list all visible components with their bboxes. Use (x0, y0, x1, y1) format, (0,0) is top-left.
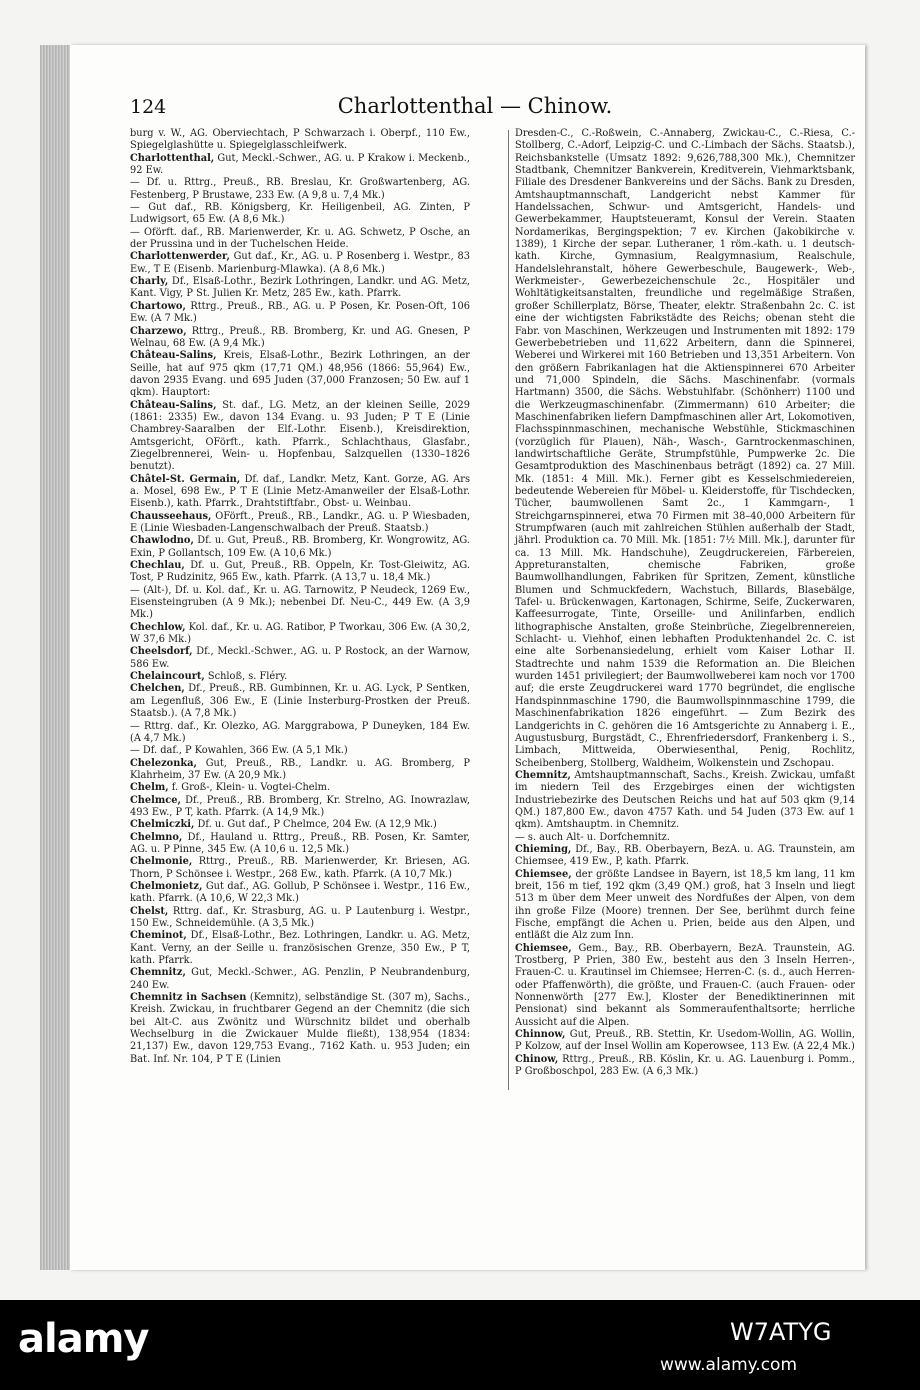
dictionary-entry (130, 400, 470, 474)
dictionary-entry (130, 906, 470, 931)
entry-text: Df. u. Gut, Preuß., RB. Oppeln, Kr. Tost-Gleiwitz, AG. Tost, P Rudzinitz, 965 Ew., kath. Pfarrk. (A 13,7 u. 18,4 Mk.) (130, 560, 470, 584)
entry-headword: Chelmno, (130, 831, 183, 843)
entry-headword: Châtel-St. Germain, (130, 473, 241, 485)
entry-text: Rttrg., Preuß., RB., AG. u. P Posen, Kr. Posen-Oft, 106 Ew. (A 7 Mk.) (130, 300, 470, 325)
entry-headword: Chelchen, (130, 683, 185, 695)
dictionary-entry (130, 930, 470, 967)
entry-text: Rttrg., Preuß., RB. Marienwerder, Kr. Briesen, AG. Thorn, P Schönsee i. Westpr., 268 Ew., kath. Pfarrk. (A 10,7 Mk.) (130, 856, 470, 880)
entry-text: Kreis, Elsaß-Lothr., Bezirk Lothringen, an der Seille, hat auf 975 qkm (17,71 QM.) 48,956 (1866: 55,964) Ew., davon 2935 Evang. und 695 Juden (37,000 Franzosen; 50 Ew. auf 1 qkm). Hauptort: (130, 350, 470, 399)
page-number: 124 (130, 96, 167, 118)
alamy-logo (18, 1316, 148, 1362)
entry-headword: Chechlau, (130, 560, 185, 572)
entry-headword: Cheelsdorf, (130, 646, 193, 658)
entry-headword: Château-Salins, (130, 399, 217, 411)
column-divider (508, 130, 509, 1090)
entry-headword: Chechlow, (130, 621, 186, 633)
entry-text: Gut, Preuß., RB. Stettin, Kr. Usedom-Wollin, AG. Wollin, P Kolzow, auf der Insel Wollin am Koperowsee, 113 Ew. (A 22,4 Mk.) (515, 1029, 855, 1053)
entry-headword: Chelm, (130, 782, 169, 794)
image-id: W7ATYG (730, 1318, 832, 1346)
entry-headword: Chelmce, (130, 794, 181, 806)
entry-text: f. Groß-, Klein- u. Vogtei-Chelm. (168, 782, 331, 794)
entry-text: OFörft., Preuß., RB., Landkr., AG. u. P Wiesbaden, E (Linie Wiesbaden-Langenschwalbach der Preuß. Staatsb.) (130, 510, 470, 534)
dictionary-entry (130, 276, 470, 301)
dictionary-entry (130, 721, 470, 746)
running-title: Charlottenthal — Chinow. (337, 94, 613, 118)
entry-text: Df., Elsaß-Lothr., Bezirk Lothringen, Landkr. und AG. Metz, Kant. Vigy, P St. Julien Kr. Metz, 285 Ew., kath. Pfarrk. (130, 276, 470, 300)
page-header (130, 92, 820, 124)
entry-text: Df., Elsaß-Lothr., Bez. Lothringen, Landkr. u. AG. Metz, Kant. Verny, an der Seille u. französischen Grenze, 350 Ew., P T, kath. Pfarrk. (130, 930, 470, 967)
entry-headword: Charlottenthal, (130, 152, 215, 164)
entry-headword: Chelaincourt, (130, 671, 205, 683)
dictionary-entry (130, 671, 470, 683)
left-column (130, 128, 470, 1066)
entry-text: — s. auch Alt- u. Dorfchemnitz. (515, 831, 670, 843)
entry-text: Rttrg. daf., Kr. Strasburg, AG. u. P Lautenburg i. Westpr., 150 Ew., Schneidemühle. (A 3,5 Mk.) (130, 905, 470, 929)
dictionary-entry (515, 1029, 855, 1054)
dictionary-entry (130, 474, 470, 511)
dictionary-entry (130, 795, 470, 820)
dictionary-entry (130, 535, 470, 560)
entry-text: Df., Bay., RB. Oberbayern, BezA. u. AG. Traunstein, am Chiemsee, 419 Ew., P, kath. Pfarrk. (515, 843, 855, 868)
book-page-edges (40, 45, 72, 1270)
entry-headword: Chelmonie, (130, 856, 193, 868)
dictionary-entry (130, 251, 470, 276)
dictionary-entry (130, 128, 470, 153)
entry-text: Gut daf., Kr., AG. u. P Rosenberg i. Westpr., 83 Ew., T E (Eisenb. Marienburg-Mlawka). (A 8,6 Mk.) (130, 251, 470, 275)
dictionary-entry (130, 511, 470, 536)
entry-headword: Chiemsee, (515, 868, 572, 880)
dictionary-entry (515, 844, 855, 869)
dictionary-entry (130, 782, 470, 794)
entry-headword: Chemnitz in Sachsen (130, 992, 247, 1004)
entry-text: — (Alt-), Df. u. Kol. daf., Kr. u. AG. Tarnowitz, P Neudeck, 1269 Ew., Eisensteingruben (A 9 Mk.); nebenbei Df. Neu-C., 449 Ew. (A 3,9 Mk.) (130, 584, 470, 621)
dictionary-entry (130, 832, 470, 857)
entry-headword: Chemnitz, (515, 769, 571, 781)
entry-headword: Cheminot, (130, 930, 187, 942)
entry-text: Kol. daf., Kr. u. AG. Ratibor, P Tworkau, 306 Ew. (A 30,2, W 37,6 Mk.) (130, 621, 470, 646)
entry-text: Df. daf., Landkr. Metz, Kant. Gorze, AG. Ars a. Mosel, 698 Ew., P T E (Linie Metz-Amanweiler der Elsaß-Lothr. Eisenb.), kath. Pfarrk., Drahtstiftfabr., Obst- u. Weinbau. (130, 473, 471, 510)
entry-headword: Chieming, (515, 843, 572, 855)
entry-text: — Df. daf., P Kowahlen, 366 Ew. (A 5,1 Mk.) (130, 745, 348, 757)
dictionary-entry (515, 770, 855, 832)
entry-text: Gut, Meckl.-Schwer., AG. Penzlin, P Neubrandenburg, 240 Ew. (130, 967, 470, 991)
entry-text: Rttrg., Preuß., RB. Köslin, Kr. u. AG. Lauenburg i. Pomm., P Großboschpol, 283 Ew. (A 6,3 Mk.) (515, 1053, 855, 1078)
entry-text: Df. u. Gut daf., P Chelmce, 204 Ew. (A 12,9 Mk.) (194, 819, 437, 831)
entry-headword: Chelst, (130, 905, 169, 917)
dictionary-entry (130, 856, 470, 881)
entry-text: — Gut daf., RB. Königsberg, Kr. Heiligenbeil, AG. Zinten, P Ludwigsort, 65 Ew. (A 8,6 Mk.) (130, 202, 470, 226)
dictionary-entry (130, 967, 470, 992)
entry-headword: Charlottenwerder, (130, 251, 230, 263)
entry-text: — Oförft. daf., RB. Marienwerder, Kr. u. AG. Schwetz, P Osche, an der Prussina und in der Tuchelschen Heide. (130, 226, 470, 251)
dictionary-entry (130, 622, 470, 647)
entry-headword: Chawlodno, (130, 535, 194, 547)
entry-text: Df., Hauland u. Rttrg., Preuß., RB. Posen, Kr. Samter, AG. u. P Pinne, 345 Ew. (A 10,6 u. 12,5 Mk.) (130, 831, 470, 855)
entry-text: Rttrg., Preuß., RB. Bromberg, Kr. und AG. Gnesen, P Welnau, 68 Ew. (A 9,4 Mk.) (130, 325, 470, 349)
dictionary-entry (515, 869, 855, 943)
watermark-url: www.alamy.com (660, 1355, 798, 1375)
dictionary-entry (130, 227, 470, 252)
entry-headword: Chinow, (515, 1053, 559, 1065)
dictionary-entry (130, 819, 470, 831)
entry-text: — Rttrg. daf., Kr. Olezko, AG. Marggrabowa, P Duneyken, 184 Ew. (A 4,7 Mk.) (130, 720, 470, 744)
entry-headword: Chartowo, (130, 300, 186, 312)
entry-text: Amtshauptmannschaft, Sachs., Kreish. Zwickau, umfaßt im niedern Teil des Erzgebirges einen der wichtigsten Industriebezirke des Deutschen Reichs und hat auf 503 qkm (9,14 QM.) 187,800 Ew., davon 4757 Kath. und 54 Juden (373 Ew. auf 1 qkm). Amtshauptm. in Chemnitz. (515, 769, 855, 831)
entry-text: — Df. u. Rttrg., Preuß., RB. Breslau, Kr. Großwartenberg, AG. Festenberg, P Brustawe, 233 Ew. (A 9,8 u. 7,4 Mk.) (130, 177, 470, 201)
entry-text: Df., Preuß., RB. Gumbinnen, Kr. u. AG. Lyck, P Sentken, am Legenfluß, 306 Ew., E (Linie Insterburg-Prostken der Preuß. Staatsb.). (A 7,8 Mk.) (130, 683, 470, 720)
entry-text: Gut, Preuß., RB., Landkr. u. AG. Bromberg, P Klahrheim, 37 Ew. (A 20,9 Mk.) (130, 757, 470, 781)
entry-text: burg v. W., AG. Oberviechtach, P Schwarzach i. Oberpf., 110 Ew., Spiegelglashütte u. Spiegelglasschleifwerk. (130, 128, 470, 152)
dictionary-entry (130, 585, 470, 622)
entry-headword: Château-Salins, (130, 350, 217, 362)
entry-headword: Chelezonka, (130, 757, 197, 769)
entry-headword: Chemnitz, (130, 967, 186, 979)
entry-text: Schloß, s. Fléry. (204, 671, 288, 683)
entry-headword: Chausseehaus, (130, 510, 212, 522)
dictionary-entry (130, 301, 470, 326)
entry-headword: Chinnow, (515, 1029, 566, 1041)
dictionary-entry (515, 832, 855, 844)
entry-text: Dresden-C., C.-Roßwein, C.-Annaberg, Zwickau-C., C.-Riesa, C.-Stollberg, C.-Adorf, Leipzig-C. und C.-Limbach der Sächs. Staatsb.), Reichsbankstelle (Umsatz 1892: 9,626,788,300 Mk.), Chemnitzer Stadtbank, Chemnitzer Bankverein, Kreditverein, Viehmarktsbank, Filiale des Dresdener Bankvereins und der Sächs. Bank zu Dresden, Amtshauptmannschaft, Landgericht nebst Kammer für Handelssachen, Schwur- und Amtsgericht, Handels- und Gewerbekammer, Hauptsteueramt, Konsul der Verein. Staaten Nordamerikas, Bergingspektion; 7 ev. Kirchen (Jakobikirche v. 1389), 1 Kirche der separ. Lutheraner, 1 röm.-kath. u. 1 deutsch-kath. Kirche, Gymnasium, Realgymnasium, Realschule, Handelslehranstalt, höhere Gewerbeschule, Baugewerk-, Web-, Werkmeister-, Gewerbezeichenschule 2c., Hospitäler und Wohltätigkeitsanstalten, freundliche und regelmäßige Straßen, großer Schillerplatz, Börse, Theater, elektr. Straßenbahn 2c. C. ist eine der wichtigsten Fabrikstädte des Reichs; obenan steht die Fabr. von Maschinen, Werkzeugen und Instrumenten mit 1892: 179 Gewerbebetrieben und 11,622 Arbeitern, dann die Spinnerei, Weberei und Wirkerei mit 160 Betrieben und 13,351 Arbeitern. Von den größern Fabrikanlagen hat die Aktienspinnerei 670 Arbeiter und 71,000 Spindeln, die Sächs. Maschinenfabr. (vormals Hartmann) 3500, die Sächs. Webstuhlfabr. (Schönherr) 1100 und die Werkzeugmaschinenfabr. (Zimmermann) 610 Arbeiter; die Maschinenfabriken liefern Dampfmaschinen aller Art, Lokomotiven, Flachsspinnmaschinen, mechanische Webstühle, Stickmaschinen (vorzüglich für Plauen), Näh-, Wasch-, Garntrockenmaschinen, landwirtschaftliche Geräte, Strumpfstühle, Pumpwerke 2c. Die Gesamtproduktion des Maschinenbaus beträgt (1892) ca. 27 Mill. Mk. (1851: 4 Mill. Mk.). Ferner gibt es Kesselschmiedereien, bedeutende Webereien für Möbel- u. Kleiderstoffe, für Tischdecken, Tücher, baumwollenen Samt 2c., 1 Kammgarn-, 1 Streichgarnspinnerei, etwa 70 Firmen mit 38–40,000 Arbeitern für Strumpfwaren (auch mit zahlreichen Stühlen außerhalb der Stadt, jährl. Produktion ca. 70 Mill. Mk. [1851: 7½ Mill. Mk.], darunter für ca. 13 Mill. Mk. Handschuhe), Zeugdruckereien, Färbereien, Appreturanstalten, chemische Fabriken, große Baumwollhandlungen, Fabriken für Spritzen, Zement, künstliche Blumen und Schmuckfedern, Wachstuch, Billards, Blasebälge, Tafel- u. Brückenwagen, Kartonagen, Schirme, Seife, Zuckerwaren, Kaffeesurrogate, Tinte, Orseille- und Anilinfarben, endlich lithographische Anstalten, große Steinbrüche, Ziegelbrennereien, Schlacht- u. Viehhof, einen lebhaften Produktenhandel 2c. C. ist eine alte Sorbenansiedelung, erhielt vom Kaiser Lothar II. Stadtrechte und nahm 1539 die Reformation an. Die Bleichen wurden 1451 privilegiert; der Baumwollweberei kam noch vor 1700 auf; die erste Zeugdruckerei ward 1770 begründet, die englische Handspinnmaschine 1790, die Baumwollspinnmaschine 1799, die Maschinenfabrikation 1826 eingeführt. — Zum Bezirk des Landgerichts in C. gehören die 16 Amtsgerichte zu Annaberg i. E., Augustusburg, Burgstädt, C., Ehrenfriedersdorf, Frankenberg i. S., Limbach, Mittweida, Oberwiesenthal, Penig, Rochlitz, Scheibenberg, Stollberg, Waldheim, Wolkenstein und Zschopau. (515, 128, 855, 769)
dictionary-entry (130, 758, 470, 783)
entry-text: Df., Meckl.-Schwer., AG. u. P Rostock, an der Warnow, 586 Ew. (130, 646, 470, 670)
entry-text: Df. u. Gut, Preuß., RB. Bromberg, Kr. Wongrowitz, AG. Exin, P Gollantsch, 109 Ew. (A 10,6 Mk.) (130, 535, 470, 559)
entry-headword: Charzewo, (130, 325, 187, 337)
entry-headword: Chiemsee, (515, 942, 572, 954)
entry-text: St. daf., LG. Metz, an der kleinen Seille, 2029 (1861: 2335) Ew., davon 134 Evang. u. 93 Juden; P T E (Linie Chambrey-Saaralben der Elf.-Lothr. Eisenb.), Kreisdirektion, Amtsgericht, OFörft., kath. Pfarrk., Schlachthaus, Glasfabr., Ziegelbrennerei, Wein- u. Hopfenbau, Salzquellen (1330–1826 benutzt). (130, 399, 470, 473)
alamy-logo-text: alamy (18, 1316, 149, 1362)
dictionary-entry (130, 646, 470, 671)
dictionary-entry (130, 683, 470, 720)
dictionary-entry (515, 1054, 855, 1079)
entry-text: der größte Landsee in Bayern, ist 18,5 km lang, 11 km breit, 156 m tief, 192 qkm (3,49 QM.) groß, hat 3 Inseln und liegt 513 m über dem Meer unweit des Nordfußes der Alpen, von dem ihn große Filze (Moore) trennen. Der See, berühmt durch feine Fische, empfängt die Achen u. Prien, beide aus den Alpen, und entläßt die Alz zum Inn. (515, 868, 855, 942)
entry-headword: Chelmonietz, (130, 880, 203, 892)
dictionary-entry (515, 943, 855, 1029)
dictionary-entry (130, 560, 470, 585)
dictionary-entry (515, 128, 855, 770)
dictionary-entry (130, 745, 470, 757)
entry-headword: Charly, (130, 276, 169, 288)
entry-text: Df., Preuß., RB. Bromberg, Kr. Strelno, AG. Inowrazlaw, 493 Ew., P T, kath. Pfarrk. (A 14,9 Mk.) (130, 794, 470, 818)
right-column (515, 128, 855, 1078)
dictionary-entry (130, 992, 470, 1066)
entry-text: Gem., Bay., RB. Oberbayern, BezA. Traunstein, AG. Trostberg, P Prien, 380 Ew., besteht aus den 3 Inseln Herren-, Frauen-C. u. Krautinsel im Chiemsee; Herren-C. (s. d., auch Herren- oder Pfaffenwörth), die größte, und Frauen-C. (auch Frauen- oder Nonnenwörth [277 Ew.], Kloster der Benediktinerinnen mit Pensionat) sind bekannt als Sommeraufenthaltsorte; herrliche Aussicht auf die Alpen. (515, 942, 855, 1028)
dictionary-entry (130, 881, 470, 906)
entry-headword: Chelmiczki, (130, 819, 195, 831)
dictionary-entry (130, 350, 470, 399)
entry-text: Gut daf., AG. Gollub, P Schönsee i. Westpr., 116 Ew., kath. Pfarrk. (A 10,6, W 22,3 Mk.) (130, 880, 470, 905)
entry-text: (Kemnitz), selbständige St. (307 m), Sachs., Kreish. Zwickau, in fruchtbarer Gegend an der Chemnitz (die sich bei Alt-C. aus Zwönitz und Würschnitz bildet und oberhalb Wechselburg in die Zwickauer Mulde fließt), 138,954 (1834: 21,137) Ew., davon 129,753 Evang., 7162 Kath. u. 953 Juden; ein Bat. Inf. Nr. 104, P T E (Linien (130, 992, 470, 1065)
dictionary-entry (130, 153, 470, 178)
dictionary-entry (130, 326, 470, 351)
dictionary-entry (130, 177, 470, 202)
dictionary-entry (130, 202, 470, 227)
entry-text: Gut, Meckl.-Schwer., AG. u. P Krakow i. Meckenb., 92 Ew. (130, 152, 470, 177)
